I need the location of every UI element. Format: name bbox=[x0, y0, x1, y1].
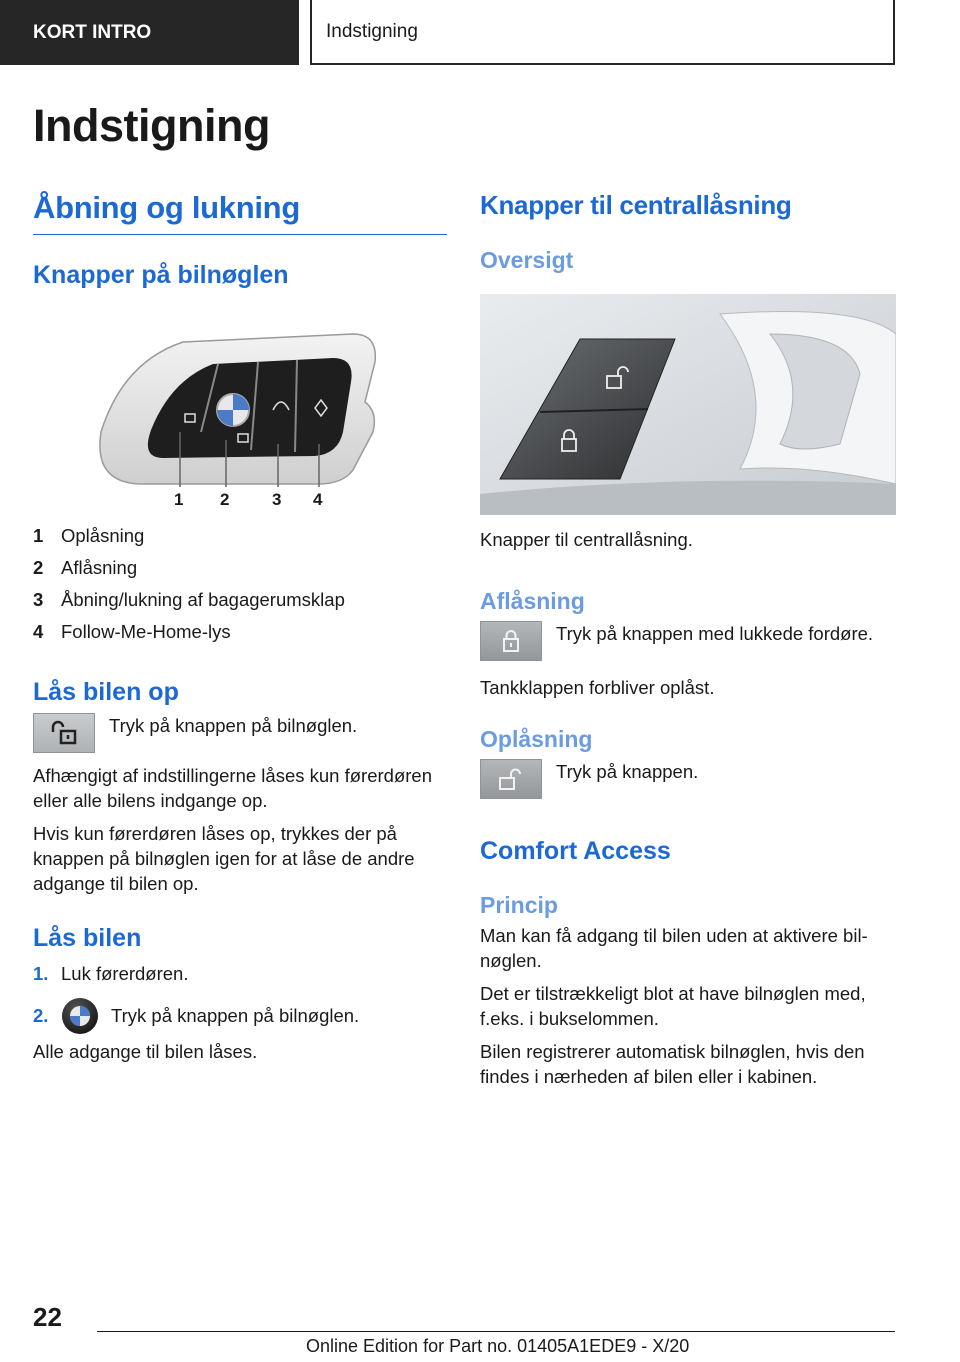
subheading-unlock: Lås bilen op bbox=[33, 678, 179, 706]
figure-label-4: 4 bbox=[313, 490, 323, 509]
unlock-button-image bbox=[33, 713, 95, 753]
photo-caption: Knapper til centrallåsning. bbox=[480, 529, 693, 550]
figure-label-1: 1 bbox=[174, 490, 184, 509]
lock-steps bbox=[33, 959, 447, 1039]
unlock-instruction-row bbox=[33, 713, 447, 753]
list-item: 4 Follow-Me-Home-lys bbox=[33, 621, 231, 642]
section-heading-opening: Åbning og lukning bbox=[33, 190, 300, 225]
locking-instruction: Tryk på knappen med lukkede fordøre. bbox=[556, 623, 874, 644]
list-item: 2 Aflåsning bbox=[33, 557, 138, 578]
subheading-principle: Princip bbox=[480, 892, 558, 918]
comfort-paragraph-1: Man kan få adgang til bilen uden at aktivere bil-nøglen. bbox=[480, 925, 868, 971]
unlock-icon bbox=[47, 720, 81, 746]
lock-button-image bbox=[480, 621, 542, 661]
key-fob-illustration bbox=[33, 322, 447, 512]
section-rule bbox=[33, 234, 447, 235]
unlock-icon bbox=[494, 766, 528, 792]
key-logo-icon bbox=[61, 997, 99, 1035]
figure-label-3: 3 bbox=[272, 490, 282, 509]
subheading-lock: Lås bilen bbox=[33, 924, 142, 952]
unlocking-instruction-row bbox=[480, 759, 896, 799]
locking-instruction-row bbox=[480, 621, 896, 661]
subheading-overview: Oversigt bbox=[480, 247, 574, 273]
header-chapter-tab bbox=[310, 0, 895, 65]
list-item: 1. Luk førerdøren. bbox=[33, 963, 189, 984]
header-section-label: KORT INTRO bbox=[33, 21, 152, 43]
unlock-instruction: Tryk på knappen på bilnøglen. bbox=[109, 715, 358, 736]
unlock-paragraph-1: Afhængigt af indstillingerne låses kun førerdøren eller alle bilens indgange op. bbox=[33, 765, 432, 811]
header-chapter-label: Indstigning bbox=[326, 20, 418, 42]
subheading-unlocking: Oplåsning bbox=[480, 726, 593, 752]
subheading-locking: Aflåsning bbox=[480, 588, 585, 614]
central-lock-photo bbox=[480, 294, 896, 515]
header-section-tab bbox=[0, 0, 299, 65]
list-item: 3 Åbning/lukning af bagagerumsklap bbox=[33, 589, 345, 610]
footer-edition: Online Edition for Part no. 01405A1EDE9 - X/20 bbox=[306, 1336, 690, 1356]
unlock-paragraph-2: Hvis kun førerdøren låses op, trykkes der på knappen på bilnøglen igen for at låse de andre adgange til bilen op. bbox=[33, 823, 415, 894]
list-item: 1 Oplåsning bbox=[33, 525, 145, 546]
door-panel-illustration bbox=[480, 294, 896, 515]
key-fob-figure bbox=[33, 322, 447, 512]
page-number: 22 bbox=[33, 1302, 62, 1332]
figure-label-2: 2 bbox=[220, 490, 230, 509]
left-column bbox=[33, 190, 447, 1064]
subheading-key-buttons: Knapper på bilnøglen bbox=[33, 261, 289, 289]
unlock-button-image-door bbox=[480, 759, 542, 799]
footer-rule bbox=[97, 1331, 895, 1332]
key-button-list bbox=[33, 520, 447, 648]
right-column bbox=[480, 190, 896, 1089]
unlocking-instruction: Tryk på knappen. bbox=[556, 761, 699, 782]
list-item: 2. Tryk på knappen på bilnøglen. bbox=[33, 993, 447, 1039]
comfort-paragraph-3: Bilen registrerer automatisk bilnøglen, hvis den findes i nærheden af bilen eller i kabinen. bbox=[480, 1041, 865, 1087]
subheading-comfort-access: Comfort Access bbox=[480, 837, 671, 865]
locking-note: Tankklappen forbliver oplåst. bbox=[480, 677, 715, 698]
comfort-paragraph-2: Det er tilstrækkeligt blot at have bilnøglen med, f.eks. i bukselommen. bbox=[480, 983, 866, 1029]
lock-result: Alle adgange til bilen låses. bbox=[33, 1041, 258, 1062]
lock-icon bbox=[498, 628, 524, 654]
section-heading-central-locking: Knapper til centrallåsning bbox=[480, 190, 792, 220]
page-title: Indstigning bbox=[33, 100, 270, 151]
